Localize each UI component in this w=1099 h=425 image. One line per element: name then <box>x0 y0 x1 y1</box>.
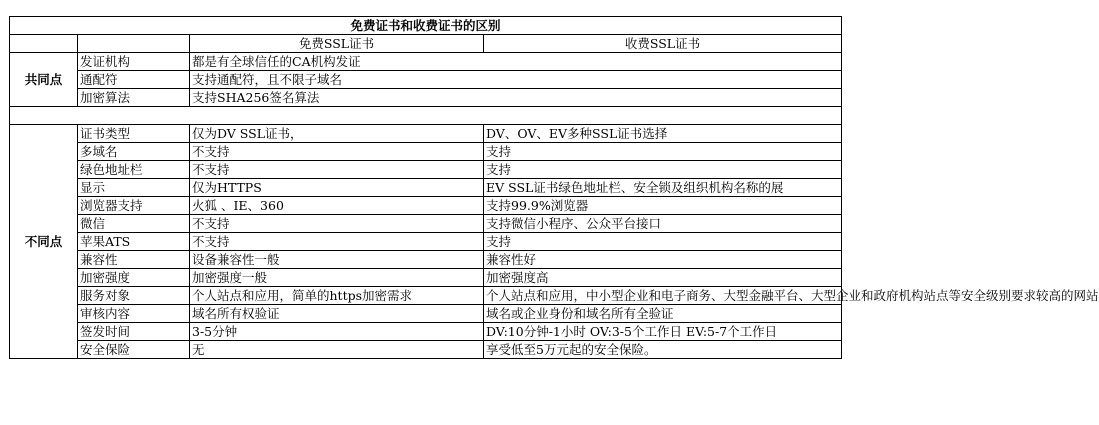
paid-cell: 支持 <box>484 161 842 179</box>
table-row <box>10 233 842 251</box>
table-row <box>10 251 842 269</box>
paid-cell: 域名或企业身份和域名所有全验证 <box>484 305 842 323</box>
paid-cell: DV、OV、EV多种SSL证书选择 <box>484 125 842 143</box>
attr-cell: 加密强度 <box>78 269 190 287</box>
free-cell: 无 <box>190 341 484 359</box>
free-cell: 3-5分钟 <box>190 323 484 341</box>
attr-cell: 兼容性 <box>78 251 190 269</box>
attr-cell: 浏览器支持 <box>78 197 190 215</box>
attr-cell: 苹果ATS <box>78 233 190 251</box>
table-row <box>10 179 842 197</box>
table-row <box>10 215 842 233</box>
comparison-table <box>9 16 1099 359</box>
table-row <box>10 53 842 71</box>
free-cell: 域名所有权验证 <box>190 305 484 323</box>
table-row <box>10 161 842 179</box>
table-row <box>10 71 842 89</box>
table-row <box>10 143 842 161</box>
attr-cell: 微信 <box>78 215 190 233</box>
attr-cell: 显示 <box>78 179 190 197</box>
free-cell: 火狐 、IE、360 <box>190 197 484 215</box>
paid-cell: 支持99.9%浏览器 <box>484 197 842 215</box>
header-free: 免费SSL证书 <box>190 35 484 53</box>
attr-cell: 安全保险 <box>78 341 190 359</box>
table-row <box>10 287 842 305</box>
attr-cell: 发证机构 <box>78 53 190 71</box>
header-paid: 收费SSL证书 <box>484 35 842 53</box>
free-cell: 设备兼容性一般 <box>190 251 484 269</box>
free-cell: 不支持 <box>190 143 484 161</box>
paid-cell: 个人站点和应用，中小型企业和电子商务、大型金融平台、大型企业和政府机构站点等安全级别要求较高的网站 <box>484 287 842 305</box>
free-cell: 不支持 <box>190 161 484 179</box>
table-row <box>10 89 842 107</box>
paid-cell: EV SSL证书绿色地址栏、安全锁及组织机构名称的展 <box>484 179 842 197</box>
free-cell: 个人站点和应用，简单的https加密需求 <box>190 287 484 305</box>
table-title: 免费证书和收费证书的区别 <box>10 17 842 35</box>
header-blank-group <box>10 35 78 53</box>
attr-cell: 审核内容 <box>78 305 190 323</box>
group-label-common: 共同点 <box>10 53 78 107</box>
paid-cell: 享受低至5万元起的安全保险。 <box>484 341 842 359</box>
free-cell: 不支持 <box>190 233 484 251</box>
attr-cell: 多域名 <box>78 143 190 161</box>
attr-cell: 绿色地址栏 <box>78 161 190 179</box>
table-row <box>10 269 842 287</box>
free-cell: 不支持 <box>190 215 484 233</box>
table-row <box>10 341 842 359</box>
free-cell: 仅为HTTPS <box>190 179 484 197</box>
paid-cell: 支持 <box>484 233 842 251</box>
attr-cell: 通配符 <box>78 71 190 89</box>
attr-cell: 加密算法 <box>78 89 190 107</box>
value-cell: 支持SHA256签名算法 <box>190 89 842 107</box>
paid-cell: 支持微信小程序、公众平台接口 <box>484 215 842 233</box>
attr-cell: 证书类型 <box>78 125 190 143</box>
header-blank-attr <box>78 35 190 53</box>
paid-cell: 加密强度高 <box>484 269 842 287</box>
table-row <box>10 197 842 215</box>
value-cell: 支持通配符，且不限子域名 <box>190 71 842 89</box>
attr-cell: 签发时间 <box>78 323 190 341</box>
spacer-cell <box>10 107 842 125</box>
paid-cell: 兼容性好 <box>484 251 842 269</box>
paid-cell: DV:10分钟-1小时 OV:3-5个工作日 EV:5-7个工作日 <box>484 323 842 341</box>
group-label-diff: 不同点 <box>10 125 78 359</box>
value-cell: 都是有全球信任的CA机构发证 <box>190 53 842 71</box>
title-row <box>10 17 842 35</box>
table-row <box>10 323 842 341</box>
free-cell: 加密强度一般 <box>190 269 484 287</box>
free-cell: 仅为DV SSL证书， <box>190 125 484 143</box>
paid-cell: 支持 <box>484 143 842 161</box>
header-row <box>10 35 842 53</box>
attr-cell: 服务对象 <box>78 287 190 305</box>
spacer-row <box>10 107 842 125</box>
table-row <box>10 125 842 143</box>
table-row <box>10 305 842 323</box>
